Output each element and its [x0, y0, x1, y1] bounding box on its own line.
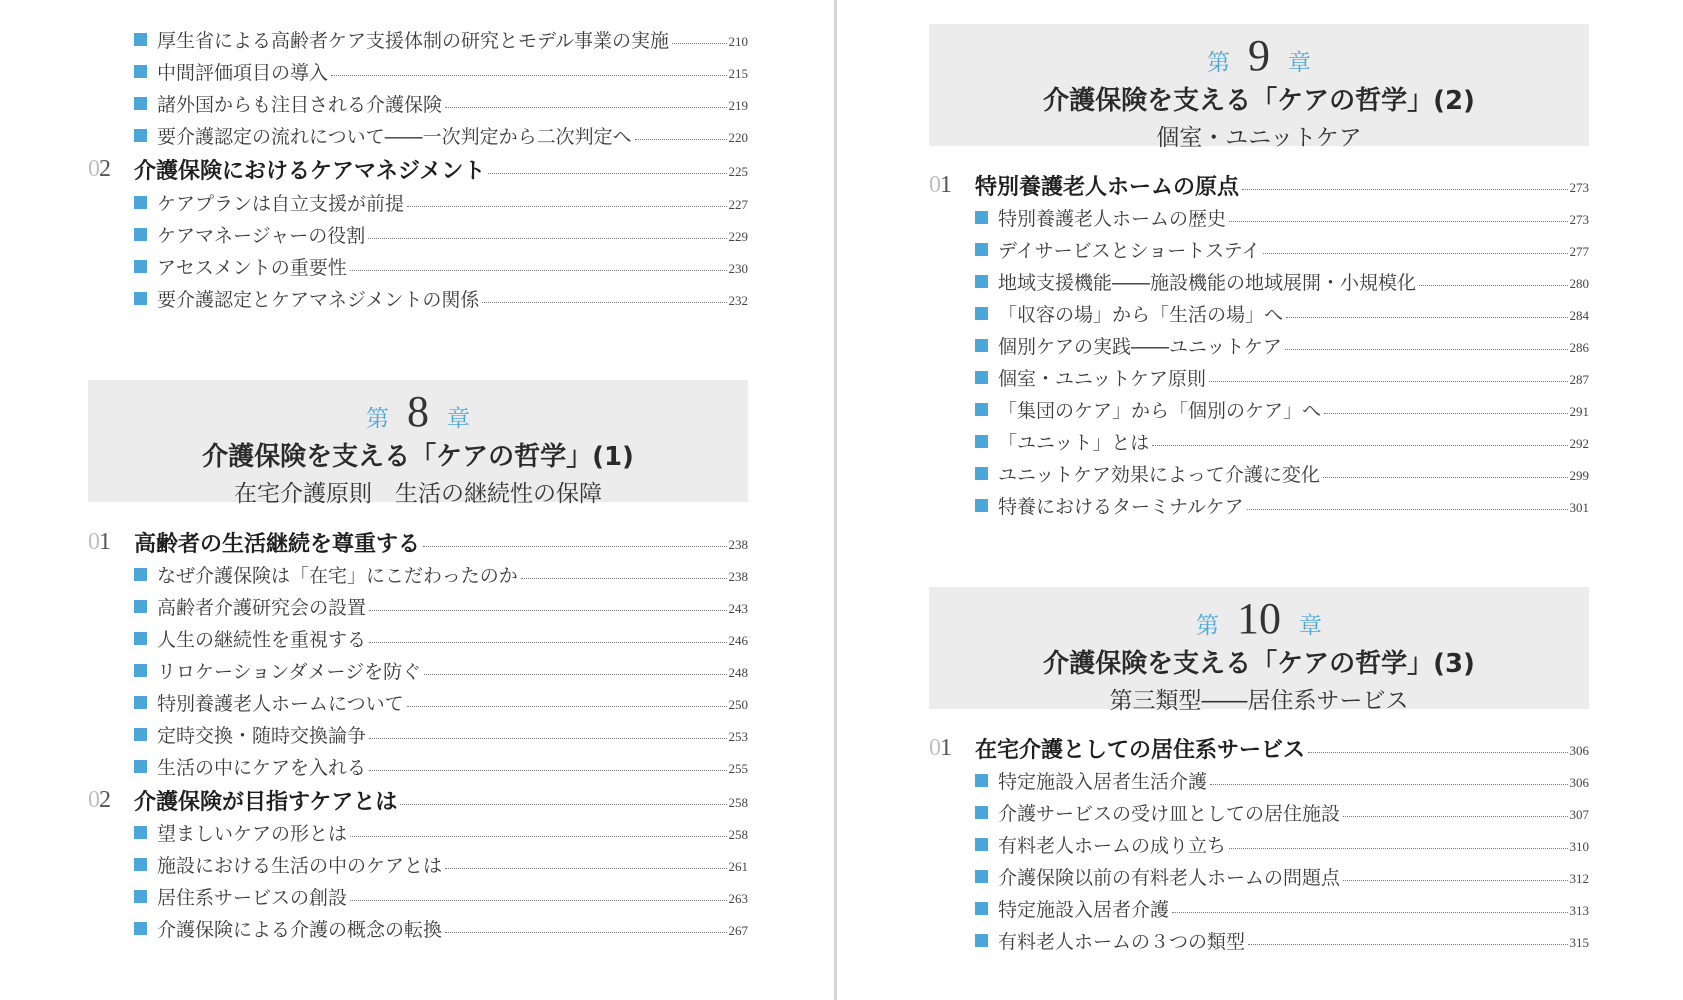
square-bullet-icon [134, 760, 147, 773]
toc-item[interactable]: 要介護認定の流れについて――一次判定から二次判定へ 220 [88, 119, 748, 151]
dot-leader [1308, 752, 1567, 753]
square-bullet-icon [975, 838, 988, 851]
chapter-number: 10 [1237, 594, 1281, 643]
square-bullet-icon [134, 922, 147, 935]
toc-item[interactable]: ケアプランは自立支援が前提 227 [88, 186, 748, 218]
dot-leader [369, 770, 726, 771]
dot-leader [635, 139, 727, 140]
chapter-number: 8 [407, 387, 429, 436]
square-bullet-icon [975, 339, 988, 352]
dot-leader [1242, 189, 1567, 190]
dot-leader [445, 932, 726, 933]
square-bullet-icon [134, 568, 147, 581]
square-bullet-icon [134, 664, 147, 677]
dot-leader [400, 804, 726, 805]
toc-item[interactable]: 居住系サービスの創設 263 [88, 880, 748, 912]
chapter-subtitle: 第三類型――居住系サービス [1109, 688, 1409, 714]
toc-item[interactable]: 特別養護老人ホームについて 250 [88, 686, 748, 718]
dot-leader [407, 206, 726, 207]
toc-section[interactable]: 01 高齢者の生活継続を尊重する 238 [88, 528, 748, 557]
square-bullet-icon [975, 499, 988, 512]
dot-leader [1247, 509, 1568, 510]
toc-item[interactable]: 諸外国からも注目される介護保険 219 [88, 87, 748, 119]
dot-leader [488, 173, 726, 174]
square-bullet-icon [975, 403, 988, 416]
chapter-8-header: 第 8 章 介護保険を支える「ケアの哲学」(1) 在宅介護原則 生活の継続性の保障 [88, 380, 748, 502]
chapter-subtitle: 在宅介護原則 生活の継続性の保障 [234, 481, 602, 507]
dot-leader [1229, 221, 1567, 222]
dot-leader [445, 868, 726, 869]
square-bullet-icon [975, 467, 988, 480]
dot-leader [368, 238, 726, 239]
toc-section[interactable]: 01 在宅介護としての居住系サービス 306 [929, 734, 1589, 763]
square-bullet-icon [134, 129, 147, 142]
square-bullet-icon [134, 890, 147, 903]
square-bullet-icon [134, 600, 147, 613]
square-bullet-icon [134, 826, 147, 839]
toc-item[interactable]: 施設における生活の中のケアとは 261 [88, 848, 748, 880]
toc-item[interactable]: 特定施設入居者生活介護 306 [929, 764, 1589, 796]
dot-leader [1343, 816, 1567, 817]
dot-leader [369, 738, 726, 739]
toc-item[interactable]: 有料老人ホームの３つの類型 315 [929, 924, 1589, 956]
toc-section[interactable]: 02 介護保険が目指すケアとは 258 [88, 786, 748, 815]
toc-item[interactable]: ケアマネージャーの役割 229 [88, 218, 748, 250]
dot-leader [1324, 413, 1567, 414]
square-bullet-icon [975, 275, 988, 288]
toc-item[interactable]: アセスメントの重要性 230 [88, 250, 748, 282]
chapter-title: 介護保険を支える「ケアの哲学」(1) [202, 442, 634, 472]
dot-leader [350, 836, 726, 837]
toc-item[interactable]: 特養におけるターミナルケア 301 [929, 489, 1589, 521]
toc-item[interactable]: 介護保険以前の有料老人ホームの問題点 312 [929, 860, 1589, 892]
chapter-title: 介護保険を支える「ケアの哲学」(3) [1043, 649, 1475, 679]
dot-leader [423, 546, 726, 547]
right-page [837, 0, 1683, 1000]
toc-item[interactable]: ユニットケア効果によって介護に変化 299 [929, 457, 1589, 489]
toc-item[interactable]: 有料老人ホームの成り立ち 310 [929, 828, 1589, 860]
square-bullet-icon [975, 806, 988, 819]
square-bullet-icon [134, 65, 147, 78]
dot-leader [1343, 880, 1567, 881]
square-bullet-icon [975, 243, 988, 256]
dot-leader [1286, 317, 1567, 318]
chapter-title: 介護保険を支える「ケアの哲学」(2) [1043, 86, 1475, 116]
dot-leader [445, 107, 726, 108]
dot-leader [369, 610, 726, 611]
dot-leader [482, 302, 726, 303]
square-bullet-icon [134, 228, 147, 241]
square-bullet-icon [975, 307, 988, 320]
square-bullet-icon [134, 260, 147, 273]
dot-leader [407, 706, 727, 707]
toc-item[interactable]: 人生の継続性を重視する 246 [88, 622, 748, 654]
toc-item[interactable]: 高齢者介護研究会の設置 243 [88, 590, 748, 622]
square-bullet-icon [134, 97, 147, 110]
square-bullet-icon [134, 728, 147, 741]
dot-leader [350, 900, 726, 901]
dot-leader [350, 270, 727, 271]
dot-leader [1248, 944, 1567, 945]
toc-item[interactable]: 「収容の場」から「生活の場」へ 284 [929, 297, 1589, 329]
dot-leader [369, 642, 726, 643]
toc-item[interactable]: 特別養護老人ホームの歴史 273 [929, 201, 1589, 233]
dot-leader [1263, 253, 1567, 254]
toc-item[interactable]: 「集団のケア」から「個別のケア」へ 291 [929, 393, 1589, 425]
toc-item[interactable]: 要介護認定とケアマネジメントの関係 232 [88, 282, 748, 314]
chapter-number: 9 [1248, 31, 1270, 80]
toc-item[interactable]: なぜ介護保険は「在宅」にこだわったのか 238 [88, 558, 748, 590]
square-bullet-icon [134, 292, 147, 305]
dot-leader [1172, 912, 1567, 913]
dot-leader [1209, 381, 1568, 382]
toc-item[interactable]: 生活の中にケアを入れる 255 [88, 750, 748, 782]
toc-item[interactable]: 望ましいケアの形とは 258 [88, 816, 748, 848]
toc-item[interactable]: リロケーションダメージを防ぐ 248 [88, 654, 748, 686]
toc-item[interactable]: 地域支援機能――施設機能の地域展開・小規模化 280 [929, 265, 1589, 297]
square-bullet-icon [975, 774, 988, 787]
toc-item[interactable]: デイサービスとショートステイ 277 [929, 233, 1589, 265]
toc-section[interactable]: 01 特別養護老人ホームの原点 273 [929, 171, 1589, 200]
square-bullet-icon [975, 902, 988, 915]
square-bullet-icon [975, 211, 988, 224]
dot-leader [1323, 477, 1568, 478]
dot-leader [331, 75, 726, 76]
toc-item[interactable]: 介護保険による介護の概念の転換 267 [88, 912, 748, 944]
dot-leader [1229, 848, 1567, 849]
square-bullet-icon [134, 858, 147, 871]
dot-leader [521, 578, 727, 579]
dot-leader [424, 674, 726, 675]
square-bullet-icon [134, 632, 147, 645]
dot-leader [1419, 285, 1567, 286]
square-bullet-icon [975, 371, 988, 384]
toc-item[interactable]: 中間評価項目の導入 215 [88, 55, 748, 87]
square-bullet-icon [134, 33, 147, 46]
toc-item[interactable]: 定時交換・随時交換論争 253 [88, 718, 748, 750]
toc-item[interactable]: 厚生省による高齢者ケア支援体制の研究とモデル事業の実施 210 [88, 23, 748, 55]
dot-leader [1152, 445, 1567, 446]
chapter-subtitle: 個室・ユニットケア [1156, 125, 1362, 151]
toc-item[interactable]: 「ユニット」とは 292 [929, 425, 1589, 457]
dot-leader [672, 43, 726, 44]
left-page [0, 0, 836, 1000]
square-bullet-icon [975, 435, 988, 448]
chapter-9-header: 第 9 章 介護保険を支える「ケアの哲学」(2) 個室・ユニットケア [929, 24, 1589, 146]
toc-section[interactable]: 02 介護保険におけるケアマネジメント 225 [88, 155, 748, 184]
square-bullet-icon [134, 696, 147, 709]
chapter-10-header: 第 10 章 介護保険を支える「ケアの哲学」(3) 第三類型――居住系サービス [929, 587, 1589, 709]
toc-item[interactable]: 個室・ユニットケア原則 287 [929, 361, 1589, 393]
toc-item[interactable]: 特定施設入居者介護 313 [929, 892, 1589, 924]
dot-leader [1285, 349, 1568, 350]
toc-item[interactable]: 個別ケアの実践――ユニットケア 286 [929, 329, 1589, 361]
dot-leader [1210, 784, 1567, 785]
square-bullet-icon [975, 934, 988, 947]
square-bullet-icon [134, 196, 147, 209]
square-bullet-icon [975, 870, 988, 883]
toc-item[interactable]: 介護サービスの受け皿としての居住施設 307 [929, 796, 1589, 828]
